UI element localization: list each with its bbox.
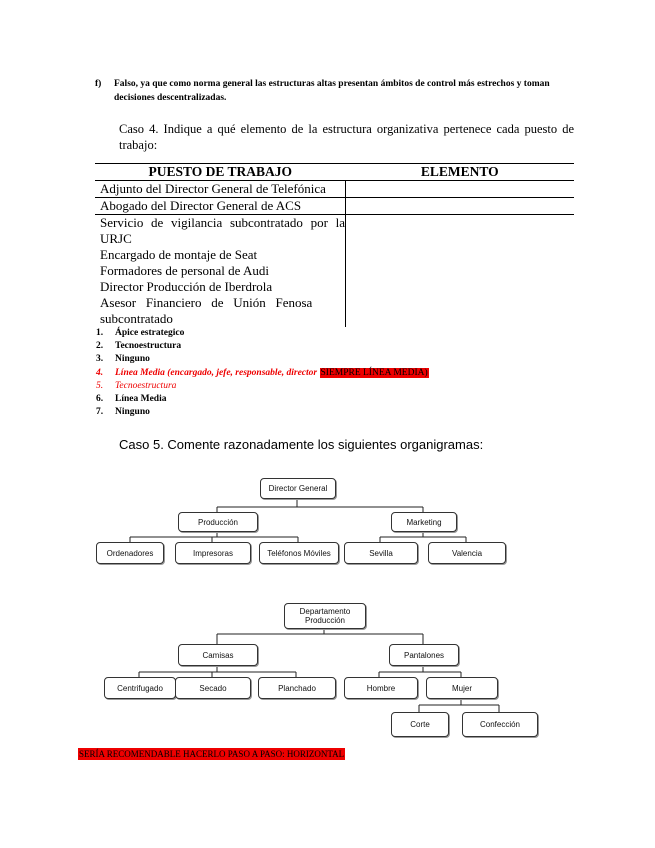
org2-pantalones-box: Pantalones xyxy=(389,644,459,666)
org1-leaf-box: Ordenadores xyxy=(96,542,164,564)
list-text: Línea Media xyxy=(115,393,167,404)
highlighted-note: SIEMPRE LÍNEA MEDIA) xyxy=(320,367,428,378)
list-text: Tecnoestructura xyxy=(115,380,177,391)
org1-produccion-box: Producción xyxy=(178,512,258,532)
list-text: Ápice estrategico xyxy=(115,328,185,338)
table-header-elemento: ELEMENTO xyxy=(346,164,575,181)
org1-leaf-box: Teléfonos Móviles xyxy=(259,542,339,564)
org1-leaf-box: Impresoras xyxy=(175,542,251,564)
org2-leaf-box: Hombre xyxy=(344,677,418,699)
org1-leaf-box: Sevilla xyxy=(344,542,418,564)
answer-f-marker: f) xyxy=(95,79,102,89)
org2-subleaf-box: Confección xyxy=(462,712,538,737)
caso4-prompt: Caso 4. Indique a qué elemento de la estructura organizativa pertenece cada puesto de trabajo: xyxy=(119,122,574,152)
list-text: Ninguno xyxy=(115,407,150,418)
list-number: 3. xyxy=(96,354,104,365)
table-row: Asesor Financiero de Unión Fenosa xyxy=(100,295,313,310)
org2-camisas-box: Camisas xyxy=(178,644,258,666)
list-number: 2. xyxy=(96,341,104,352)
list-number: 1. xyxy=(96,328,104,338)
list-text: Línea Media (encargado, jefe, responsable, director xyxy=(115,367,320,378)
org2-leaf-box: Mujer xyxy=(426,677,498,699)
org2-leaf-box: Secado xyxy=(175,677,251,699)
org2-leaf-box: Planchado xyxy=(258,677,336,699)
list-number: 6. xyxy=(96,393,104,404)
table-row: Abogado del Director General de ACS xyxy=(95,198,346,215)
org2-root-box: Departamento Producción xyxy=(284,603,366,629)
table-row: Formadores de personal de Audi xyxy=(100,263,269,278)
list-text: Ninguno xyxy=(115,354,150,365)
table-row: Adjunto del Director General de Telefónica xyxy=(95,181,346,198)
list-number: 4. xyxy=(96,367,104,378)
answer-f-text: Falso, ya que como norma general las estructuras altas presentan ámbitos de control más estrechos y toman decisiones descentralizadas. xyxy=(114,79,550,103)
table-row: URJC xyxy=(100,231,132,246)
table-row: Encargado de montaje de Seat xyxy=(100,247,258,262)
org1-marketing-box: Marketing xyxy=(391,512,457,532)
org2-leaf-box: Centrifugado xyxy=(104,677,176,699)
list-number: 5. xyxy=(96,380,104,391)
caso5-prompt: Caso 5. Comente razonadamente los siguientes organigramas: xyxy=(119,437,484,452)
table-row: Servicio de vigilancia subcontratado por la xyxy=(100,215,345,230)
org1-root-box: Director General xyxy=(260,478,336,499)
org1-leaf-box: Valencia xyxy=(428,542,506,564)
table-header-puesto: PUESTO DE TRABAJO xyxy=(95,164,346,181)
table-row: Director Producción de Iberdrola xyxy=(100,279,273,294)
list-text: Tecnoestructura xyxy=(115,341,182,352)
list-number: 7. xyxy=(96,407,104,418)
bottom-highlight-note: SERÍA RECOMENDABLE HACERLO PASO A PASO: HORIZONTAL xyxy=(79,749,345,759)
org2-subleaf-box: Corte xyxy=(391,712,449,737)
table-row: subcontratado xyxy=(100,311,173,326)
